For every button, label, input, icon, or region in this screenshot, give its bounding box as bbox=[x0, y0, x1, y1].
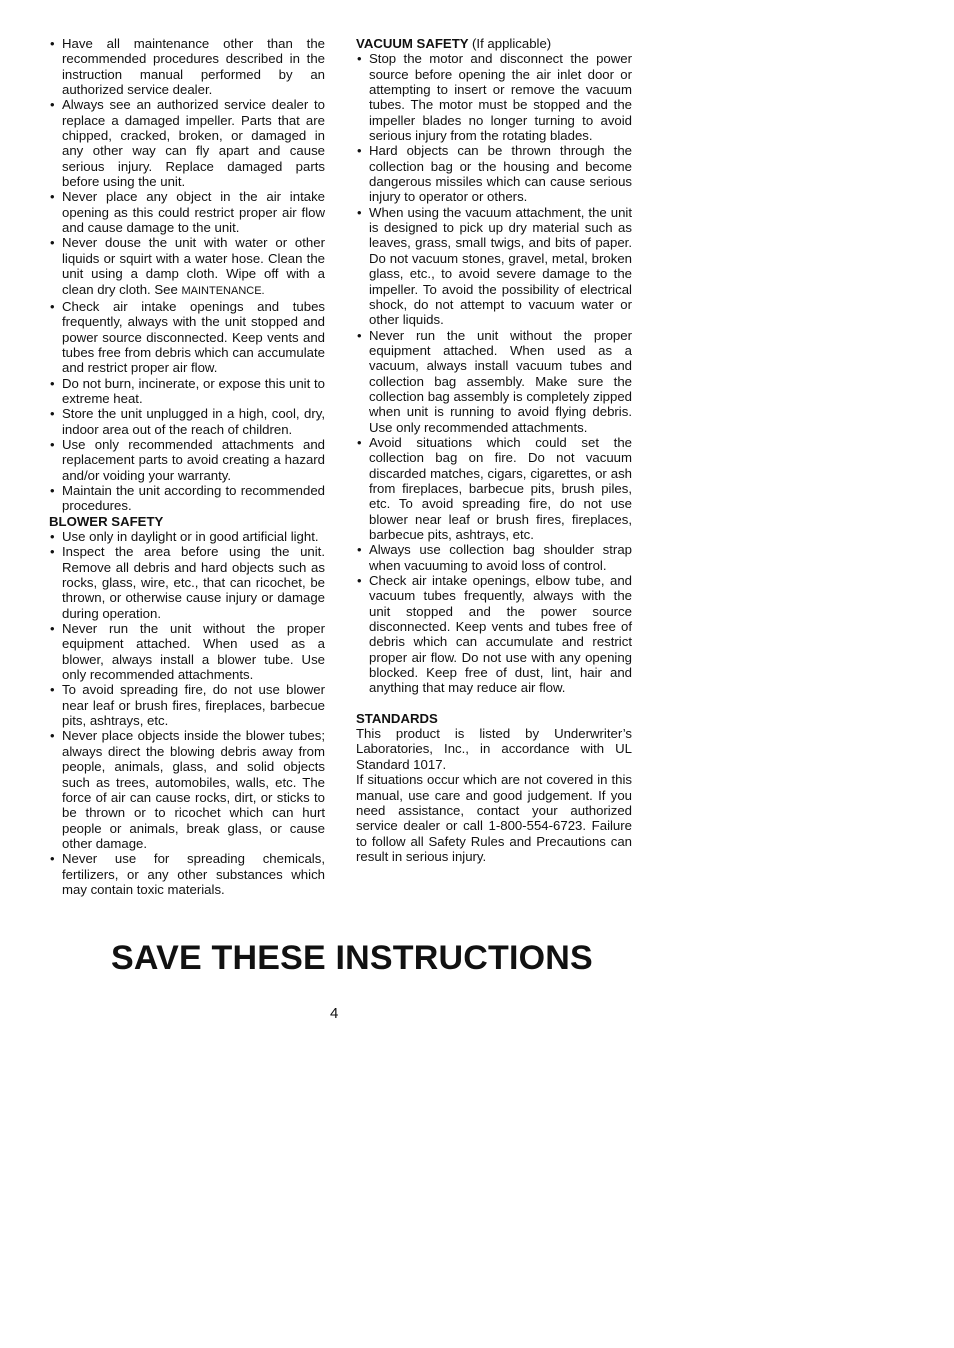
bullet-icon: • bbox=[50, 529, 55, 544]
list-item-text: Never run the unit without the proper equipment attached. When used as a vacuum, always install vacuum tubes and collection bag assembly. Make sure the collection bag assembly is completely zipped when unit is running to avoid flying debris. Use only recommended attachments. bbox=[369, 327, 632, 435]
list-item-text: Inspect the area before using the unit. Remove all debris and hard objects such as rocks, glass, wire, etc., that can ricochet, be thrown, or otherwise cause injury or damage during operation. bbox=[62, 544, 325, 621]
list-item bbox=[49, 36, 325, 97]
list-item bbox=[49, 376, 325, 407]
list-item bbox=[49, 544, 325, 621]
bullet-icon: • bbox=[50, 298, 55, 314]
list-item bbox=[49, 851, 325, 897]
list-item bbox=[356, 542, 632, 573]
standards-heading: STANDARDS bbox=[356, 710, 438, 726]
standards-paragraph: This product is listed by Underwriter’s Laboratories, Inc., in accordance with UL Standard 1017. bbox=[356, 726, 632, 772]
bullet-icon: • bbox=[357, 327, 362, 343]
left-column bbox=[49, 36, 325, 897]
list-item-text: Use only recommended attachments and replacement parts to avoid creating a hazard and/or voiding your warranty. bbox=[62, 436, 325, 483]
list-item-text: Avoid situations which could set the collection bag on fire. Do not vacuum discarded matches, cigars, cigarettes, or ash from fireplaces, barbecue pits, brush piles, etc. To avoid spreading fire, do not use blower near leaf or brush fires, fireplaces, barbecue pits, ashtrays, etc. bbox=[369, 434, 632, 542]
bullet-icon: • bbox=[357, 573, 362, 589]
list-item-text: Do not burn, incinerate, or expose this unit to extreme heat. bbox=[62, 375, 325, 406]
list-item-text: Maintain the unit according to recommended procedures. bbox=[62, 482, 325, 514]
list-item bbox=[49, 189, 325, 235]
bullet-icon: • bbox=[50, 235, 55, 251]
bullet-icon: • bbox=[50, 544, 55, 560]
bullet-icon: • bbox=[50, 436, 55, 452]
vacuum-safety-heading bbox=[356, 36, 632, 51]
list-item-text: Hard objects can be thrown through the collection bag or the housing and become dangerous missiles which can cause serious injury to operator or others. bbox=[369, 143, 632, 205]
vacuum-safety-note: (If applicable) bbox=[472, 36, 552, 51]
list-item bbox=[49, 299, 325, 376]
standards-paragraph: If situations occur which are not covered in this manual, use care and good judgement. If you need assistance, contact your authorized service dealer or call 1-800-554-6723. Failure to follow all Safety Rules and Precautions can result in serious injury. bbox=[356, 772, 632, 864]
list-item-text: Store the unit unplugged in a high, cool, dry, indoor area out of the reach of children. bbox=[62, 406, 325, 437]
maintenance-reference: MAINTENANCE. bbox=[181, 284, 265, 297]
bullet-icon: • bbox=[357, 542, 362, 558]
bullet-icon: • bbox=[50, 621, 55, 637]
list-item bbox=[49, 235, 325, 298]
list-item-text: Never douse the unit with water or other liquids or squirt with a water hose. Clean the unit using a damp cloth. Wipe off with a clean dry cloth. See bbox=[62, 235, 325, 297]
blower-safety-heading: BLOWER SAFETY bbox=[49, 513, 164, 529]
list-item-text: Use only in daylight or in good artificial light. bbox=[62, 529, 319, 544]
bullet-icon: • bbox=[357, 204, 362, 220]
list-item-text: Always use collection bag shoulder strap when vacuuming to avoid loss of control. bbox=[369, 542, 632, 573]
save-instructions-title: SAVE THESE INSTRUCTIONS bbox=[111, 939, 593, 977]
list-item bbox=[49, 682, 325, 728]
bullet-icon: • bbox=[50, 36, 55, 51]
vacuum-safety-title: VACUUM SAFETY bbox=[356, 36, 469, 51]
list-item bbox=[356, 143, 632, 204]
bullet-icon: • bbox=[50, 851, 55, 867]
list-item bbox=[49, 437, 325, 483]
list-item-text: To avoid spreading fire, do not use blower near leaf or brush fires, fireplaces, barbecue pits, ashtrays, etc. bbox=[62, 682, 325, 729]
bullet-icon: • bbox=[357, 143, 362, 159]
bullet-icon: • bbox=[357, 434, 362, 450]
list-item-text: Have all maintenance other than the recommended procedures described in the instruction manual performed by an authorized service dealer. bbox=[62, 36, 325, 98]
list-item bbox=[49, 483, 325, 514]
vacuum-safety-list bbox=[356, 51, 632, 695]
page-number: 4 bbox=[330, 1005, 339, 1022]
blower-safety-list bbox=[49, 529, 325, 897]
list-item-text: Never run the unit without the proper equipment attached. When used as a blower, always install a blower tube. Use only recommended attachments. bbox=[62, 621, 325, 683]
bullet-icon: • bbox=[50, 482, 55, 498]
list-item-text: Always see an authorized service dealer to replace a damaged impeller. Parts that are chipped, cracked, broken, or damaged in any other way can fly apart and cause serious injury. Replace damaged parts before using the unit. bbox=[62, 97, 325, 190]
bullet-icon: • bbox=[50, 682, 55, 698]
bullet-icon: • bbox=[50, 406, 55, 422]
bullet-icon: • bbox=[357, 51, 362, 67]
right-column bbox=[356, 36, 632, 864]
section-spacer bbox=[356, 696, 632, 711]
list-item bbox=[356, 328, 632, 435]
list-item bbox=[356, 573, 632, 696]
list-item bbox=[49, 728, 325, 851]
list-item-text: Stop the motor and disconnect the power source before opening the air inlet door or attempting to insert or remove the vacuum tubes. The motor must be stopped and the impeller blades no longer turning to avoid serious injury from the rotating blades. bbox=[369, 51, 632, 144]
list-item-text: When using the vacuum attachment, the unit is designed to pick up dry material such as leaves, grass, small twigs, and bits of paper. Do not vacuum stones, gravel, metal, broken glass, etc., to avoid severe damage to the impeller. To avoid the possibility of electrical shock, do not attempt to vacuum water or other liquids. bbox=[369, 204, 632, 328]
general-safety-list bbox=[49, 36, 325, 514]
list-item-text: Never place objects inside the blower tubes; always direct the blowing debris away from people, animals, glass, and solid objects such as trees, automobiles, walls, etc. The force of air can cause rocks, dirt, or sticks to be thrown or to ricochet which can hurt people or animals, break glass, or cause other damage. bbox=[62, 728, 325, 851]
list-item bbox=[49, 529, 325, 544]
list-item bbox=[356, 205, 632, 328]
bullet-icon: • bbox=[50, 97, 55, 113]
list-item bbox=[49, 97, 325, 189]
list-item-text: Never place any object in the air intake opening as this could restrict proper air flow and cause damage to the unit. bbox=[62, 189, 325, 236]
list-item-text: Check air intake openings and tubes frequently, always with the unit stopped and power source disconnected. Keep vents and tubes free from debris which can accumulate and restrict proper air flow. bbox=[62, 298, 325, 376]
list-item bbox=[356, 435, 632, 542]
list-item-text: Never use for spreading chemicals, fertilizers, or any other substances which may contain toxic materials. bbox=[62, 851, 325, 897]
list-item bbox=[49, 406, 325, 437]
bullet-icon: • bbox=[50, 728, 55, 744]
bullet-icon: • bbox=[50, 375, 55, 391]
bullet-icon: • bbox=[50, 189, 55, 205]
list-item-text: Check air intake openings, elbow tube, and vacuum tubes frequently, always with the unit stopped and the power source disconnected. Keep vents and tubes free of debris which can accumulate and restrict proper air flow. Do not use with any opening blocked. Keep free of dust, lint, hair and anything that may reduce air flow. bbox=[369, 573, 632, 696]
list-item bbox=[49, 621, 325, 682]
list-item bbox=[356, 51, 632, 143]
